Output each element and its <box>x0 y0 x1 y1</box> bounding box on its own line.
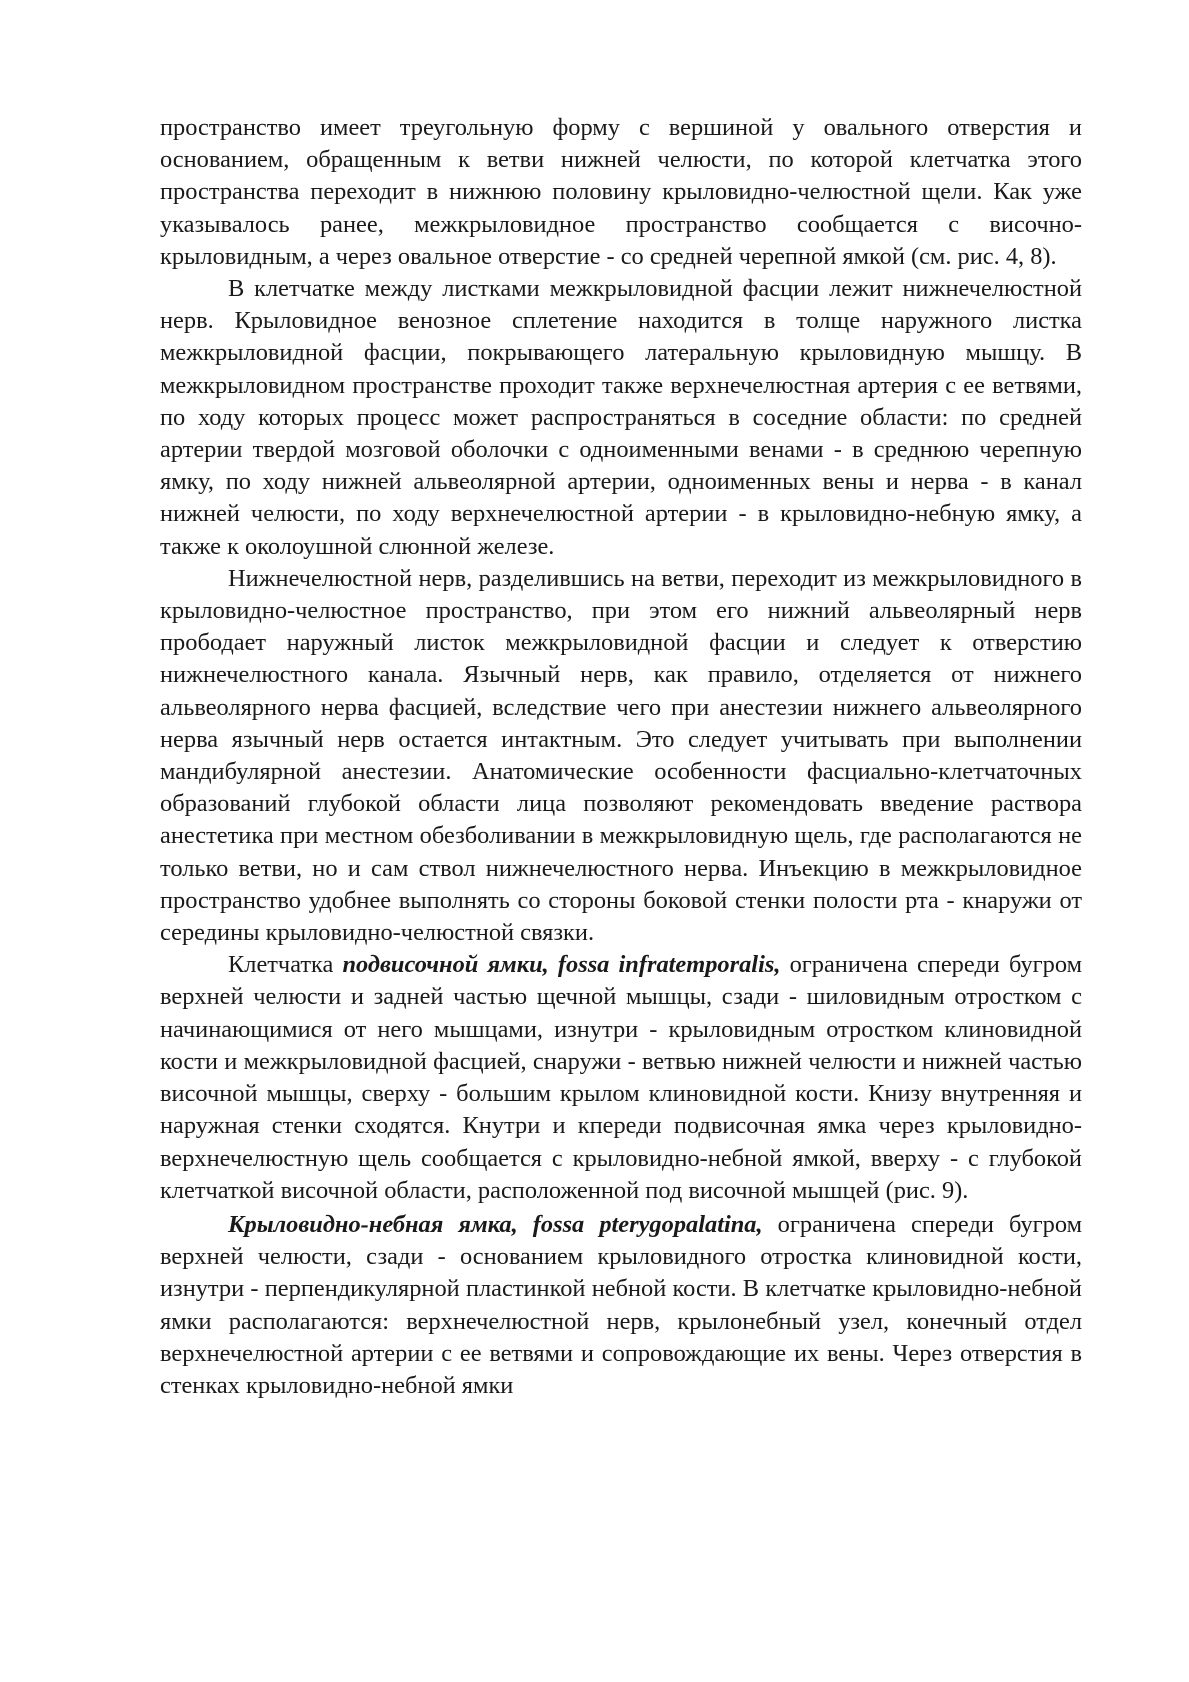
term-fossa-pterygopalatina: Крыловидно-небная ямка, fossa pterygopalatina, <box>228 1210 763 1238</box>
paragraph-5 <box>160 1209 1082 1402</box>
paragraph-4-body: ограничена спереди бугром верхней челюсти и задней частью щечной мышцы, сзади - шиловидным отростком с начинающимися от него мышцами, изнутри - крыловидным отростком клиновидной кости и межкрыловидной фасцией, снаружи - ветвью нижней челюсти и нижней частью височной мышцы, сверху - большим крылом клиновидной кости. Книзу внутренняя и наружная стенки сходятся. Кнутри и кпереди подвисочная ямка через крыловидно-верхнечелюстную щель сообщается с крыловидно-небной ямкой, вверху - с глубокой клетчаткой височной области, расположенной под височной мышцей (рис. 9). <box>160 951 1083 1204</box>
document-page <box>160 112 1082 1402</box>
paragraph-4 <box>160 949 1082 1207</box>
paragraph-2: В клетчатке между листками межкрыловидной фасции лежит нижнечелюстной нерв. Крыловидное венозное сплетение находится в толще наружного листка межкрыловидной фасции, покрывающего латеральную крыловидную мышцу. В межкрыловидном пространстве проходит также верхнечелюстная артерия с ее ветвями, по ходу которых процесс может распространяться в соседние области: по средней артерии твердой мозговой оболочки с одноименными венами - в среднюю черепную ямку, по ходу нижней альвеолярной артерии, одноименных вены и нерва - в канал нижней челюсти, по ходу верхнечелюстной артерии - в крыловидно-небную ямку, а также к околоушной слюнной железе. <box>160 275 1082 560</box>
paragraph-1: пространство имеет треугольную форму с вершиной у овального отверстия и основанием, обращенным к ветви нижней челюсти, по которой клетчатка этого пространства переходит в нижнюю половину крыловидно-челюстной щели. Как уже указывалось ранее, межкрыловидное пространство сообщается с височно-крыловидным, а через овальное отверстие - со средней черепной ямкой (см. рис. 4, 8). <box>160 114 1082 270</box>
paragraph-4-lead: Клетчатка <box>228 951 343 979</box>
paragraph-3: Нижнечелюстной нерв, разделившись на ветви, переходит из межкрыловидного в крыловидно-челюстное пространство, при этом его нижний альвеолярный нерв прободает наружный листок межкрыловидной фасции и следует к отверстию нижнечелюстного канала. Язычный нерв, как правило, отделяется от нижнего альвеолярного нерва фасцией, вследствие чего при анестезии нижнего альвеолярного нерва язычный нерв остается интактным. Это следует учитывать при выполнении мандибулярной анестезии. Анатомические особенности фасциально-клетчаточных образований глубокой области лица позволяют рекомендовать введение раствора анестетика при местном обезболивании в межкрыловидную щель, где располагаются не только ветви, но и сам ствол нижнечелюстного нерва. Инъекцию в межкрыловидное пространство удобнее выполнять со стороны боковой стенки полости рта - кнаружи от середины крыловидно-челюстной связки. <box>160 564 1082 947</box>
paragraph-5-body: ограничена спереди бугром верхней челюсти, сзади - основанием крыловидного отростка клиновидной кости, изнутри - перпендикулярной пластинкой небной кости. В клетчатке крыловидно-небной ямки располагаются: верхнечелюстной нерв, крылонебный узел, конечный отдел верхнечелюстной артерии с ее ветвями и сопровождающие их вены. Через отверстия в стенках крыловидно-небной ямки <box>160 1210 1083 1399</box>
term-fossa-infratemporalis: подвисочной ямки, fossa infratemporalis, <box>342 951 781 979</box>
